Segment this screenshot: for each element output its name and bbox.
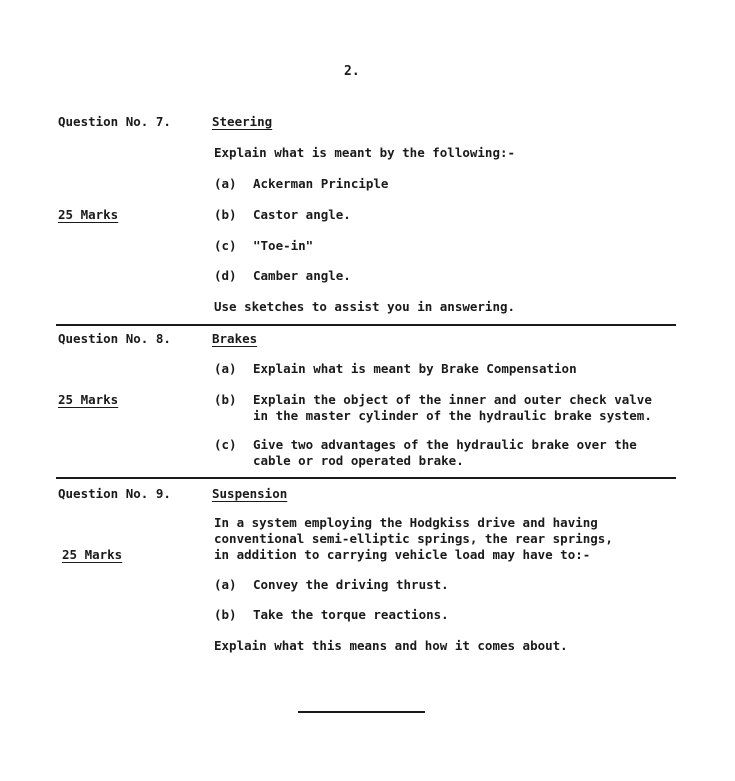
question-marks: 25 Marks xyxy=(62,547,123,562)
item-label: (c) xyxy=(214,238,237,253)
item-label: (c) xyxy=(214,437,237,452)
page-number: 2. xyxy=(344,64,360,79)
item-text: Explain what is meant by Brake Compensation xyxy=(253,361,577,376)
item-label: (a) xyxy=(214,577,237,592)
question-intro: In a system employing the Hodgkiss drive and having conventional semi-elliptic springs, the rear springs, in addition to carrying vehicle load may have to:- xyxy=(214,515,613,562)
item-text: Convey the driving thrust. xyxy=(253,577,449,592)
question-marks: 25 Marks xyxy=(58,207,119,222)
question-marks: 25 Marks xyxy=(58,392,119,407)
item-label: (b) xyxy=(214,607,237,622)
question-number: Question No. 8. xyxy=(58,331,171,346)
item-text: Take the torque reactions. xyxy=(253,607,449,622)
item-text: Explain the object of the inner and outer check valve in the master cylinder of the hydraulic brake system. xyxy=(253,392,652,423)
question-number: Question No. 9. xyxy=(58,486,171,501)
item-text: Ackerman Principle xyxy=(253,176,389,191)
question-topic: Brakes xyxy=(212,331,258,346)
question-outro: Explain what this means and how it comes about. xyxy=(214,638,568,653)
question-number: Question No. 7. xyxy=(58,114,171,129)
question-intro: Explain what is meant by the following:- xyxy=(214,145,516,160)
item-text: Castor angle. xyxy=(253,207,351,222)
item-label: (a) xyxy=(214,176,237,191)
item-label: (b) xyxy=(214,392,237,407)
end-rule xyxy=(298,711,425,713)
item-text: Camber angle. xyxy=(253,268,351,283)
item-label: (a) xyxy=(214,361,237,376)
section-divider xyxy=(56,477,676,479)
item-text: Give two advantages of the hydraulic brake over the cable or rod operated brake. xyxy=(253,437,637,468)
section-divider xyxy=(56,324,676,326)
item-text: "Toe-in" xyxy=(253,238,314,253)
question-outro: Use sketches to assist you in answering. xyxy=(214,299,516,314)
item-label: (b) xyxy=(214,207,237,222)
question-topic: Suspension xyxy=(212,486,288,501)
item-label: (d) xyxy=(214,268,237,283)
question-topic: Steering xyxy=(212,114,273,129)
